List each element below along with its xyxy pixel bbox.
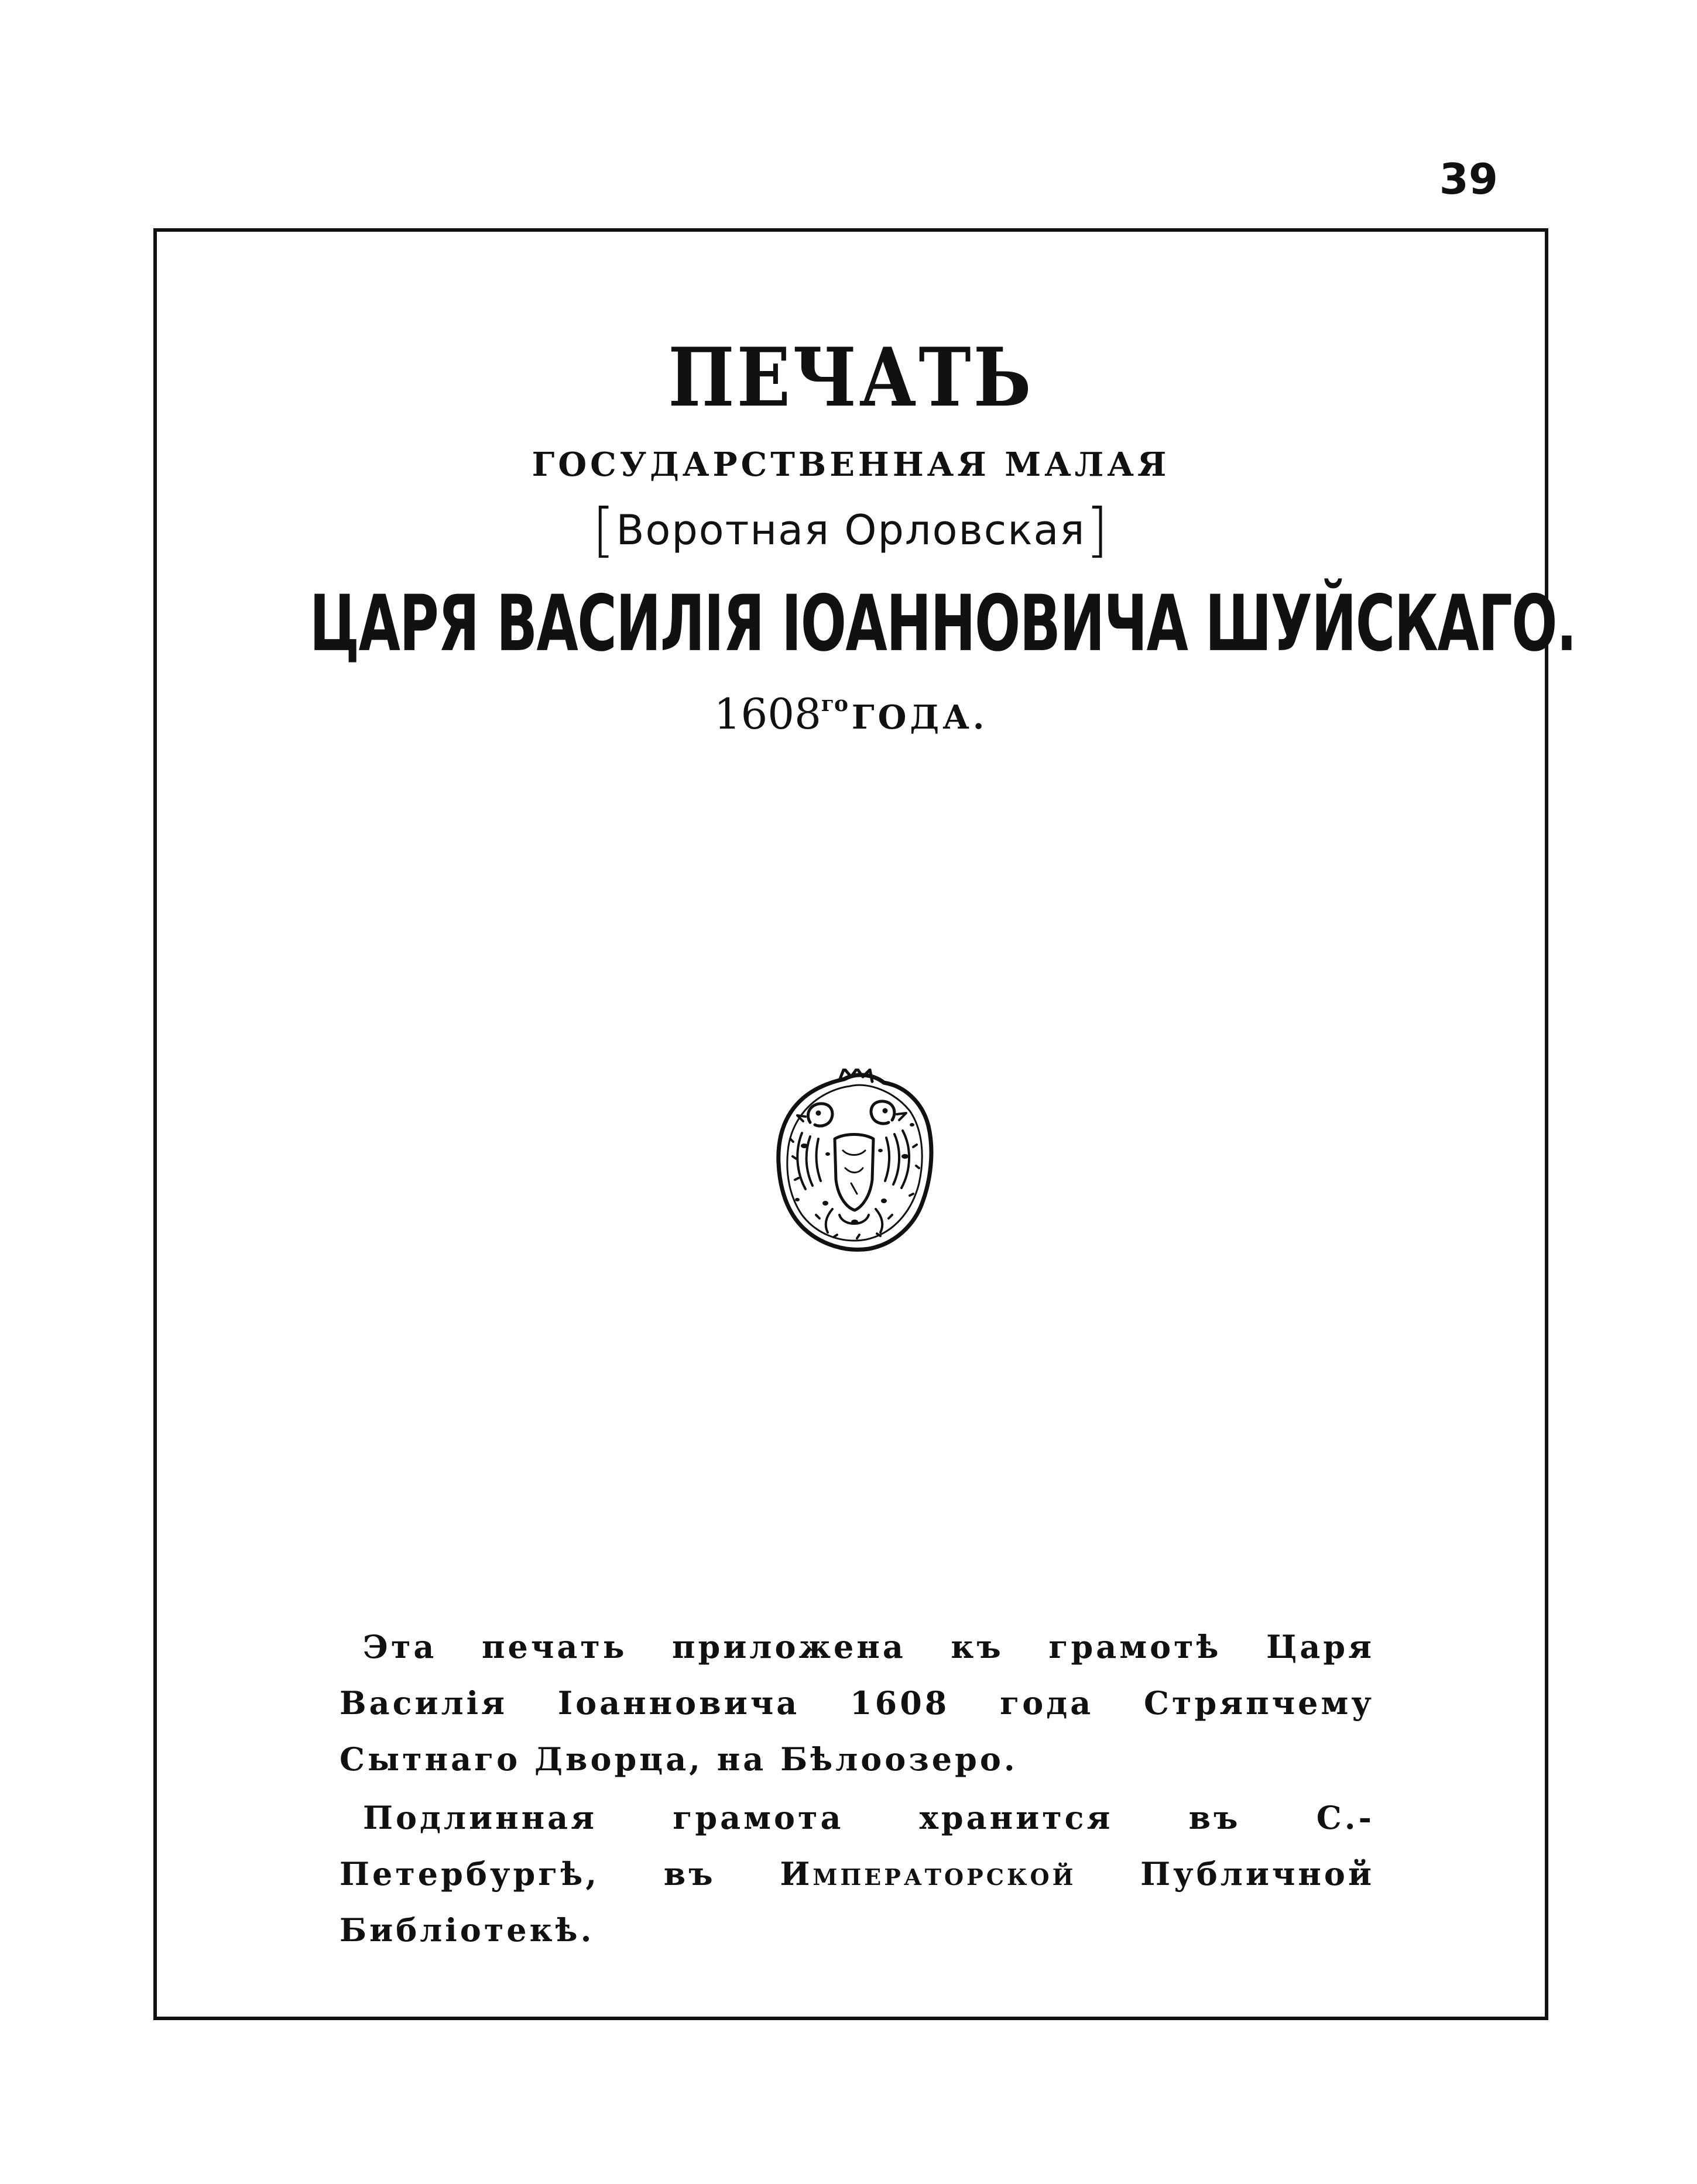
bracket-note-text: Воротная Орловская [616, 506, 1086, 554]
year-number: 1608 [714, 689, 821, 739]
page-number: 39 [1439, 154, 1498, 204]
title-main: ПЕЧАТЬ [668, 330, 1034, 425]
caption-paragraph-2-end: Публичной Библіотекѣ. [340, 1855, 1374, 1949]
title-year-line [157, 689, 1545, 739]
title-block [157, 330, 1576, 739]
title-bracket-note [157, 496, 1545, 564]
seal-illustration [769, 1069, 939, 1256]
caption-paragraph-1: Эта печать приложена къ грамотѣ Царя Василія Іоанновича 1608 года Стряпчему Сытнаго Дворца, на Бѣлоозеро. [340, 1628, 1374, 1778]
caption-paragraph-2-start: Подлинная грамота хранится въ С.-Петербургѣ, въ [340, 1799, 1374, 1893]
caption-imperial-word: Императорской [780, 1855, 1077, 1893]
title-tsar-line: ЦАРЯ ВАСИЛІЯ ІОАННОВИЧА ШУЙСКАГО. [309, 578, 1576, 669]
title-subtitle: ГОСУДАРСТВЕННАЯ МАЛАЯ [532, 445, 1170, 484]
year-suffix: го [821, 692, 848, 716]
page-frame [153, 228, 1576, 2020]
year-word: ГОДА. [851, 698, 988, 737]
caption-paragraph-2 [340, 1790, 1374, 1958]
right-bracket: ] [1085, 496, 1110, 564]
caption [340, 1619, 1374, 1960]
left-bracket: [ [592, 496, 616, 564]
